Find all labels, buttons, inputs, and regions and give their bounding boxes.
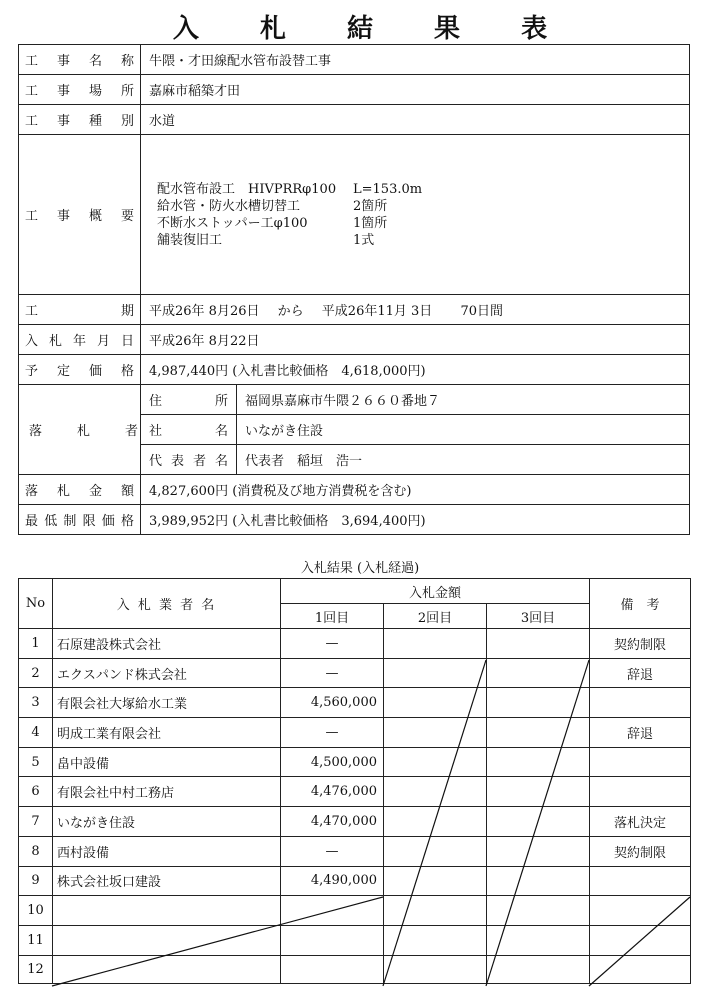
cell-round1: 4,560,000 xyxy=(281,688,384,718)
cell-bidder: 西村設備 xyxy=(53,836,281,866)
row-planned-price xyxy=(19,355,690,385)
label-period xyxy=(19,295,141,325)
page-title: 入 札 結 果 表 xyxy=(172,14,574,44)
cell-round3 xyxy=(487,925,590,955)
row-project-place xyxy=(19,75,690,105)
cell-no: 4 xyxy=(19,718,53,748)
label-text-winner: 落 札 者 xyxy=(29,424,138,439)
cell-no: 11 xyxy=(19,925,53,955)
results-title: 入札結果 (入札経過) xyxy=(300,561,420,576)
label-project-summary xyxy=(19,135,141,295)
period-days: 70日間 xyxy=(460,304,503,319)
cell-remarks xyxy=(590,896,691,926)
cell-remarks: 辞退 xyxy=(590,658,691,688)
label-project-place xyxy=(19,75,141,105)
label-text-summary: 工 事 概 要 xyxy=(25,209,134,224)
summary-item xyxy=(157,198,681,215)
row-min-price xyxy=(19,505,690,535)
row-project-type xyxy=(19,105,690,135)
cell-round1: — xyxy=(281,629,384,659)
cell-no: 2 xyxy=(19,658,53,688)
cell-round2 xyxy=(384,807,487,837)
label-text-comp: 社 名 xyxy=(149,424,228,439)
cell-round1: 4,490,000 xyxy=(281,866,384,896)
cell-round2 xyxy=(384,955,487,983)
cell-remarks xyxy=(590,777,691,807)
summary-item-name: 不断水ストッパー工φ100 xyxy=(157,215,308,231)
cell-no: 3 xyxy=(19,688,53,718)
cell-round2 xyxy=(384,777,487,807)
cell-no: 9 xyxy=(19,866,53,896)
project-place: 嘉麻市稲築才田 xyxy=(141,75,690,105)
cell-remarks: 落札決定 xyxy=(590,807,691,837)
cell-round1: — xyxy=(281,718,384,748)
project-info-table xyxy=(18,44,690,535)
winner-company: いながき住設 xyxy=(237,415,690,445)
summary-item-qty: 2箇所 xyxy=(353,198,388,214)
result-row xyxy=(19,629,691,659)
label-text-planned: 予 定 価 格 xyxy=(25,364,134,379)
cell-round1: — xyxy=(281,836,384,866)
cell-no: 1 xyxy=(19,629,53,659)
summary-list xyxy=(149,181,681,249)
period-kara: から xyxy=(277,304,304,319)
label-winner-address xyxy=(141,385,237,415)
cell-round2 xyxy=(384,718,487,748)
cell-round3 xyxy=(487,658,590,688)
cell-bidder: 有限会社中村工務店 xyxy=(53,777,281,807)
cell-round1 xyxy=(281,925,384,955)
project-type: 水道 xyxy=(141,105,690,135)
cell-round1 xyxy=(281,955,384,983)
cell-round1: 4,500,000 xyxy=(281,747,384,777)
period xyxy=(141,295,690,325)
label-text-addr: 住 所 xyxy=(149,394,228,409)
summary-item-qty: L=153.0m xyxy=(353,181,423,197)
result-row xyxy=(19,747,691,777)
row-period xyxy=(19,295,690,325)
summary-item-qty: 1箇所 xyxy=(353,215,388,231)
cell-no: 7 xyxy=(19,807,53,837)
winning-amount: 4,827,600円 (消費税及び地方消費税を含む) xyxy=(141,475,690,505)
cell-no: 10 xyxy=(19,896,53,926)
row-project-name xyxy=(19,45,690,75)
result-row xyxy=(19,718,691,748)
cell-round2 xyxy=(384,866,487,896)
header-round3: 3回目 xyxy=(487,604,590,629)
cell-bidder xyxy=(53,955,281,983)
summary-item-name: 舗装復旧工 xyxy=(157,232,223,248)
label-min-price xyxy=(19,505,141,535)
cell-round2 xyxy=(384,836,487,866)
summary-item-name: 配水管布設工 HIVPRRφ100 xyxy=(157,181,337,197)
cell-remarks xyxy=(590,925,691,955)
result-row xyxy=(19,807,691,837)
results-header-row xyxy=(19,579,691,604)
label-text-type: 工 事 種 別 xyxy=(25,114,134,129)
label-project-type xyxy=(19,105,141,135)
bid-date: 平成26年 8月22日 xyxy=(141,325,690,355)
cell-no: 5 xyxy=(19,747,53,777)
header-bidder: 入 札 業 者 名 xyxy=(53,579,281,629)
result-row xyxy=(19,896,691,926)
min-price: 3,989,952円 (入札書比較価格 3,694,400円) xyxy=(141,505,690,535)
cell-round2 xyxy=(384,688,487,718)
cell-remarks: 辞退 xyxy=(590,718,691,748)
label-planned-price xyxy=(19,355,141,385)
summary-item xyxy=(157,232,681,249)
result-row xyxy=(19,925,691,955)
label-winner xyxy=(19,385,141,475)
summary-item-name: 給水管・防火水槽切替工 xyxy=(157,198,301,214)
cell-remarks: 契約制限 xyxy=(590,836,691,866)
cell-bidder xyxy=(53,925,281,955)
cell-bidder: 株式会社坂口建設 xyxy=(53,866,281,896)
cell-round3 xyxy=(487,747,590,777)
label-text-place: 工 事 場 所 xyxy=(25,84,134,99)
cell-bidder xyxy=(53,896,281,926)
project-name: 牛隈・才田線配水管布設替工事 xyxy=(141,45,690,75)
cell-no: 12 xyxy=(19,955,53,983)
row-winner-address xyxy=(19,385,690,415)
header-round2: 2回目 xyxy=(384,604,487,629)
cell-round3 xyxy=(487,807,590,837)
label-text-winamt: 落 札 金 額 xyxy=(25,484,134,499)
cell-round3 xyxy=(487,688,590,718)
cell-remarks xyxy=(590,688,691,718)
label-text-minprice: 最 低 制 限 価 格 xyxy=(25,514,134,529)
cell-no: 6 xyxy=(19,777,53,807)
header-round1: 1回目 xyxy=(281,604,384,629)
row-winning-amount xyxy=(19,475,690,505)
result-row xyxy=(19,836,691,866)
label-text-biddate: 入 札 年 月 日 xyxy=(25,334,134,349)
label-text-rep: 代 表 者 名 xyxy=(149,454,228,469)
result-row xyxy=(19,866,691,896)
label-winner-company xyxy=(141,415,237,445)
cell-round2 xyxy=(384,896,487,926)
cell-round3 xyxy=(487,629,590,659)
result-row xyxy=(19,777,691,807)
cell-round3 xyxy=(487,777,590,807)
cell-remarks xyxy=(590,747,691,777)
cell-round2 xyxy=(384,747,487,777)
cell-no: 8 xyxy=(19,836,53,866)
result-row xyxy=(19,955,691,983)
cell-bidder: エクスパンド株式会社 xyxy=(53,658,281,688)
cell-bidder: 畠中設備 xyxy=(53,747,281,777)
period-from: 平成26年 8月26日 xyxy=(149,304,260,319)
cell-round3 xyxy=(487,896,590,926)
label-text-name: 工 事 名 称 xyxy=(25,54,134,69)
cell-round2 xyxy=(384,925,487,955)
cell-round3 xyxy=(487,718,590,748)
cell-bidder: 石原建設株式会社 xyxy=(53,629,281,659)
planned-price: 4,987,440円 (入札書比較価格 4,618,000円) xyxy=(141,355,690,385)
cell-remarks xyxy=(590,955,691,983)
cell-round1: 4,470,000 xyxy=(281,807,384,837)
cell-round1 xyxy=(281,896,384,926)
cell-remarks: 契約制限 xyxy=(590,629,691,659)
header-remarks: 備 考 xyxy=(590,579,691,629)
summary-item xyxy=(157,215,681,232)
winner-address: 福岡県嘉麻市牛隈２６６０番地７ xyxy=(237,385,690,415)
cell-bidder: 明成工業有限会社 xyxy=(53,718,281,748)
cell-round3 xyxy=(487,866,590,896)
period-to: 平成26年11月 3日 xyxy=(321,304,433,319)
label-winner-rep xyxy=(141,445,237,475)
cell-round1: — xyxy=(281,658,384,688)
cell-round3 xyxy=(487,955,590,983)
header-amount: 入札金額 xyxy=(281,579,590,604)
label-winning-amount xyxy=(19,475,141,505)
result-row xyxy=(19,688,691,718)
header-no: No xyxy=(19,579,53,629)
summary-item xyxy=(157,181,681,198)
result-row xyxy=(19,658,691,688)
project-summary xyxy=(141,135,690,295)
label-project-name xyxy=(19,45,141,75)
cell-round2 xyxy=(384,658,487,688)
label-text-period: 工 期 xyxy=(25,304,134,319)
row-project-summary xyxy=(19,135,690,295)
cell-round3 xyxy=(487,836,590,866)
cell-round2 xyxy=(384,629,487,659)
cell-bidder: いながき住設 xyxy=(53,807,281,837)
label-bid-date xyxy=(19,325,141,355)
cell-bidder: 有限会社大塚給水工業 xyxy=(53,688,281,718)
cell-remarks xyxy=(590,866,691,896)
winner-rep: 代表者 稲垣 浩一 xyxy=(237,445,690,475)
row-bid-date xyxy=(19,325,690,355)
cell-round1: 4,476,000 xyxy=(281,777,384,807)
summary-item-qty: 1式 xyxy=(353,232,375,248)
bid-results-table xyxy=(18,578,691,984)
